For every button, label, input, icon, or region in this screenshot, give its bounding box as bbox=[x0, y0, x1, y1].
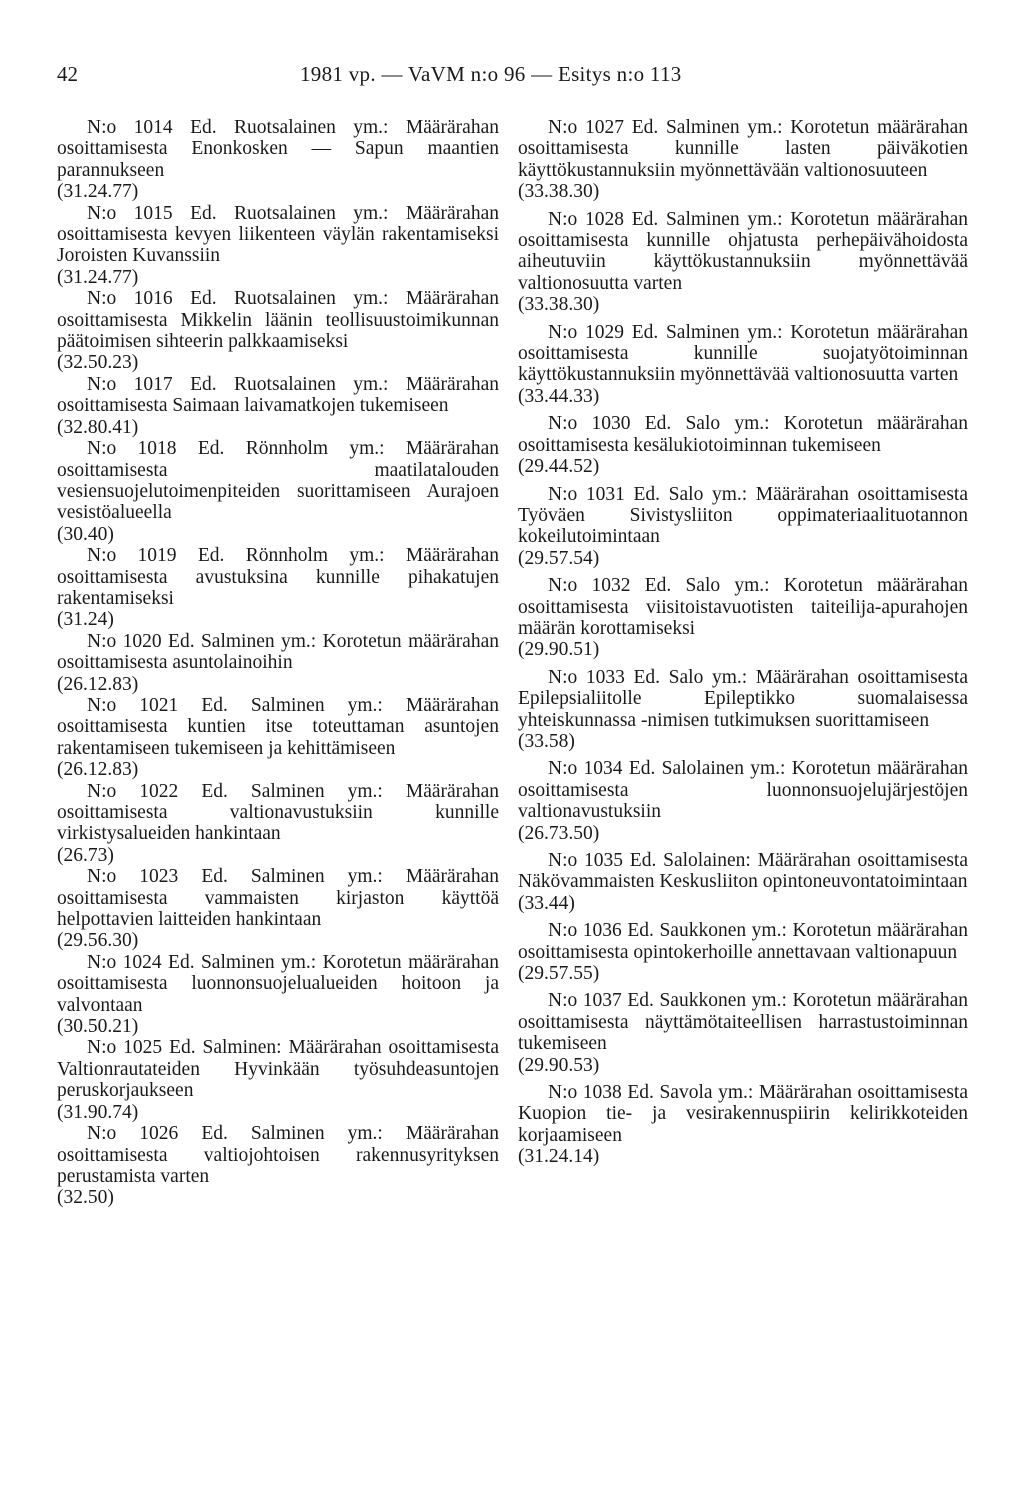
list-item bbox=[518, 575, 968, 661]
list-item bbox=[57, 631, 499, 695]
page-header bbox=[0, 62, 1024, 92]
list-item bbox=[518, 758, 968, 844]
entry-code: (31.24.14) bbox=[518, 1146, 600, 1168]
list-item bbox=[57, 203, 499, 289]
entry-text: N:o 1028 Ed. Salminen ym.: Korotetun määrärahan osoittamisesta kunnille ohjatusta perhepäivähoidosta aiheutuviin käyttökustannuksiin myönnettävää valtionosuutta varten bbox=[518, 208, 968, 294]
list-item bbox=[57, 866, 499, 952]
entry-text: N:o 1024 Ed. Salminen ym.: Korotetun määrärahan osoittamisesta luonnonsuojelualueiden hoitoon ja valvontaan bbox=[57, 951, 499, 1016]
entry-text: N:o 1014 Ed. Ruotsalainen ym.: Määrärahan osoittamisesta Enonkosken — Sapun maantien parannukseen bbox=[57, 117, 499, 181]
list-item bbox=[57, 374, 499, 438]
entry-code: (32.80.41) bbox=[57, 416, 139, 438]
list-item bbox=[57, 117, 499, 203]
entry-text: N:o 1025 Ed. Salminen: Määrärahan osoittamisesta Valtionrautateiden Hyvinkään työsuhdeasuntojen peruskorjaukseen bbox=[57, 1037, 499, 1102]
entry-code: (33.38.30) bbox=[518, 181, 600, 203]
list-item bbox=[57, 1123, 499, 1209]
list-item bbox=[518, 850, 968, 914]
entry-code: (26.73) bbox=[57, 844, 114, 866]
entry-text: N:o 1038 Ed. Savola ym.: Määrärahan osoittamisesta Kuopion tie- ja vesirakennuspiirin kelirikkoteiden korjaamiseen bbox=[518, 1082, 968, 1146]
entry-code: (31.24.77) bbox=[57, 181, 139, 203]
right-column bbox=[518, 117, 968, 1174]
left-column bbox=[57, 117, 499, 1209]
entry-text: N:o 1015 Ed. Ruotsalainen ym.: Määrärahan osoittamisesta kevyen liikenteen väylän rakentamiseksi Joroisten Kuvanssiin bbox=[57, 202, 499, 267]
entry-code: (26.73.50) bbox=[518, 822, 600, 844]
entry-code: (26.12.83) bbox=[57, 759, 139, 781]
entry-text: N:o 1036 Ed. Saukkonen ym.: Korotetun määrärahan osoittamisesta opintokerhoille annettavaan valtionapuun bbox=[518, 920, 968, 963]
entry-code: (29.57.54) bbox=[518, 547, 600, 569]
entry-code: (29.57.55) bbox=[518, 963, 600, 985]
entry-code: (33.38.30) bbox=[518, 294, 600, 316]
list-item bbox=[57, 288, 499, 374]
entry-text: N:o 1034 Ed. Salolainen ym.: Korotetun määrärahan osoittamisesta luonnonsuojelujärjestöjen valtionavustuksiin bbox=[518, 758, 968, 823]
entry-code: (26.12.83) bbox=[57, 673, 139, 695]
entry-text: N:o 1037 Ed. Saukkonen ym.: Korotetun määrärahan osoittamisesta näyttämötaiteellisen harrastustoiminnan tukemiseen bbox=[518, 990, 968, 1055]
entry-text: N:o 1031 Ed. Salo ym.: Määrärahan osoittamisesta Työväen Sivistysliiton oppimateriaalituotannon kokeilutoimintaan bbox=[518, 483, 968, 548]
entry-text: N:o 1022 Ed. Salminen ym.: Määrärahan osoittamisesta valtionavustuksiin kunnille virkistysalueiden hankintaan bbox=[57, 780, 499, 845]
entry-code: (29.90.51) bbox=[518, 639, 600, 661]
entry-code: (32.50.23) bbox=[57, 352, 139, 374]
entry-text: N:o 1033 Ed. Salo ym.: Määrärahan osoittamisesta Epilepsialiitolle Epileptikko suomalaisessa yhteiskunnassa -nimisen tutkimuksen suorittamiseen bbox=[518, 666, 968, 731]
page-number: 42 bbox=[57, 62, 78, 86]
list-item bbox=[518, 413, 968, 477]
entry-text: N:o 1021 Ed. Salminen ym.: Määrärahan osoittamisesta kuntien itse toteuttaman asuntojen rakentamiseen tukemiseen ja kehittämiseen bbox=[57, 694, 499, 759]
entry-code: (29.56.30) bbox=[57, 930, 139, 952]
entry-text: N:o 1018 Ed. Rönnholm ym.: Määrärahan osoittamisesta maatilatalouden vesiensuojelutoimenpiteiden suorittamiseen Aurajoen vesistöalueella bbox=[57, 438, 499, 524]
entry-text: N:o 1035 Ed. Salolainen: Määrärahan osoittamisesta Näkövammaisten Keskusliiton opintoneuvontatoimintaan bbox=[518, 850, 968, 893]
entry-code: (33.58) bbox=[518, 730, 575, 752]
entry-code: (33.44) bbox=[518, 892, 575, 914]
list-item bbox=[518, 1082, 968, 1168]
list-item bbox=[57, 1037, 499, 1123]
entry-text: N:o 1032 Ed. Salo ym.: Korotetun määrärahan osoittamisesta viisitoistavuotisten taiteilija-apurahojen määrän korottamiseksi bbox=[518, 575, 968, 639]
entry-text: N:o 1017 Ed. Ruotsalainen ym.: Määrärahan osoittamisesta Saimaan laivamatkojen tukemiseen bbox=[57, 373, 499, 417]
entry-code: (32.50) bbox=[57, 1187, 114, 1209]
list-item bbox=[518, 920, 968, 984]
list-item bbox=[518, 117, 968, 203]
entry-text: N:o 1030 Ed. Salo ym.: Korotetun määrärahan osoittamisesta kesälukiotoiminnan tukemiseen bbox=[518, 413, 968, 456]
entry-code: (29.44.52) bbox=[518, 456, 600, 478]
list-item bbox=[518, 667, 968, 753]
list-item bbox=[518, 484, 968, 570]
entry-code: (31.90.74) bbox=[57, 1101, 139, 1123]
list-item bbox=[57, 545, 499, 631]
list-item bbox=[57, 438, 499, 545]
entry-text: N:o 1019 Ed. Rönnholm ym.: Määrärahan osoittamisesta avustuksina kunnille pihakatujen rakentamiseksi bbox=[57, 545, 499, 609]
list-item bbox=[57, 781, 499, 867]
entry-text: N:o 1016 Ed. Ruotsalainen ym.: Määrärahan osoittamisesta Mikkelin läänin teollisuustoimikunnan päätoimisen sihteerin palkkaamiseksi bbox=[57, 288, 499, 353]
entry-text: N:o 1029 Ed. Salminen ym.: Korotetun määrärahan osoittamisesta kunnille suojatyötoiminnan käyttökustannuksiin myönnettävää valtionosuutta varten bbox=[518, 321, 968, 386]
entry-code: (30.50.21) bbox=[57, 1016, 139, 1038]
list-item bbox=[57, 952, 499, 1038]
list-item bbox=[518, 990, 968, 1076]
entry-code: (33.44.33) bbox=[518, 385, 600, 407]
entry-text: N:o 1026 Ed. Salminen ym.: Määrärahan osoittamisesta valtiojohtoisen rakennusyrityksen perustamista varten bbox=[57, 1123, 499, 1187]
entry-code: (29.90.53) bbox=[518, 1054, 600, 1076]
entry-text: N:o 1023 Ed. Salminen ym.: Määrärahan osoittamisesta vammaisten kirjaston käyttöä helpottavien laitteiden hankintaan bbox=[57, 866, 499, 931]
list-item bbox=[57, 695, 499, 781]
list-item bbox=[518, 322, 968, 408]
running-head: 1981 vp. — VaVM n:o 96 — Esitys n:o 113 bbox=[300, 62, 682, 86]
entry-text: N:o 1027 Ed. Salminen ym.: Korotetun määrärahan osoittamisesta kunnille lasten päiväkotien käyttökustannuksiin myönnettävään valtionosuuteen bbox=[518, 117, 968, 181]
entry-text: N:o 1020 Ed. Salminen ym.: Korotetun määrärahan osoittamisesta asuntolainoihin bbox=[57, 630, 499, 674]
entry-code: (30.40) bbox=[57, 523, 114, 545]
entry-code: (31.24) bbox=[57, 609, 114, 631]
list-item bbox=[518, 209, 968, 316]
entry-code: (31.24.77) bbox=[57, 266, 139, 288]
